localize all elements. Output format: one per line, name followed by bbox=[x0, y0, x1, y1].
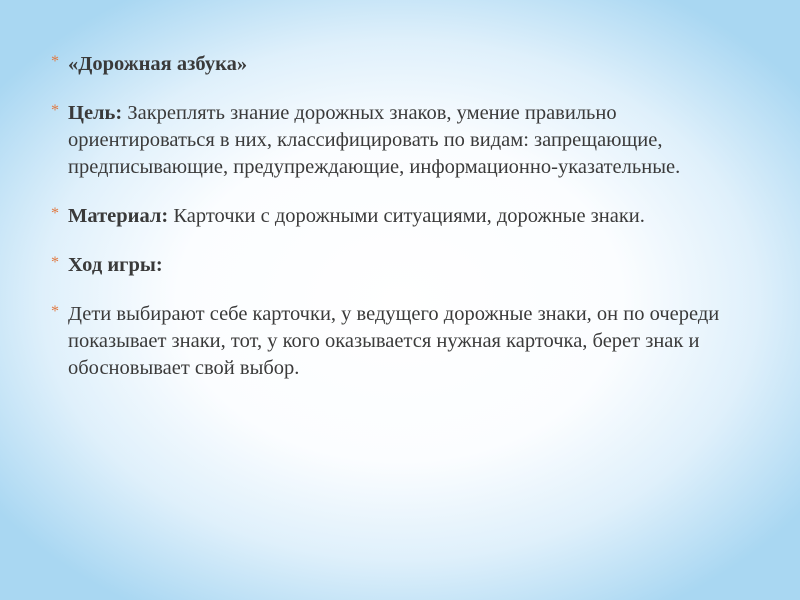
bullet-game-description bbox=[51, 301, 741, 382]
asterisk-bullet-icon: * bbox=[51, 254, 59, 271]
asterisk-bullet-icon: * bbox=[51, 53, 59, 70]
material-label: Материал: bbox=[68, 205, 169, 227]
bullet-goal bbox=[51, 100, 741, 181]
asterisk-bullet-icon: * bbox=[51, 303, 59, 320]
game-title: «Дорожная азбука» bbox=[68, 53, 248, 75]
goal-label: Цель: bbox=[68, 102, 123, 124]
asterisk-bullet-icon: * bbox=[51, 102, 59, 119]
game-description-text: Дети выбирают себе карточки, у ведущего дорожные знаки, он по очереди показывает знаки, тот, у кого оказывается нужная карточка, берет знак и обосновывает свой выбор. bbox=[68, 303, 720, 379]
game-progress-label: Ход игры: bbox=[68, 254, 163, 276]
slide-content bbox=[51, 51, 741, 404]
asterisk-bullet-icon: * bbox=[51, 205, 59, 222]
material-text: Карточки с дорожными ситуациями, дорожные знаки. bbox=[168, 205, 645, 227]
bullet-game-progress bbox=[51, 252, 741, 279]
bullet-material bbox=[51, 203, 741, 230]
goal-text: Закреплять знание дорожных знаков, умение правильно ориентироваться в них, классифицировать по видам: запрещающие, предписывающие, предупреждающие, информационно-указательные. bbox=[68, 102, 681, 178]
bullet-title bbox=[51, 51, 741, 78]
